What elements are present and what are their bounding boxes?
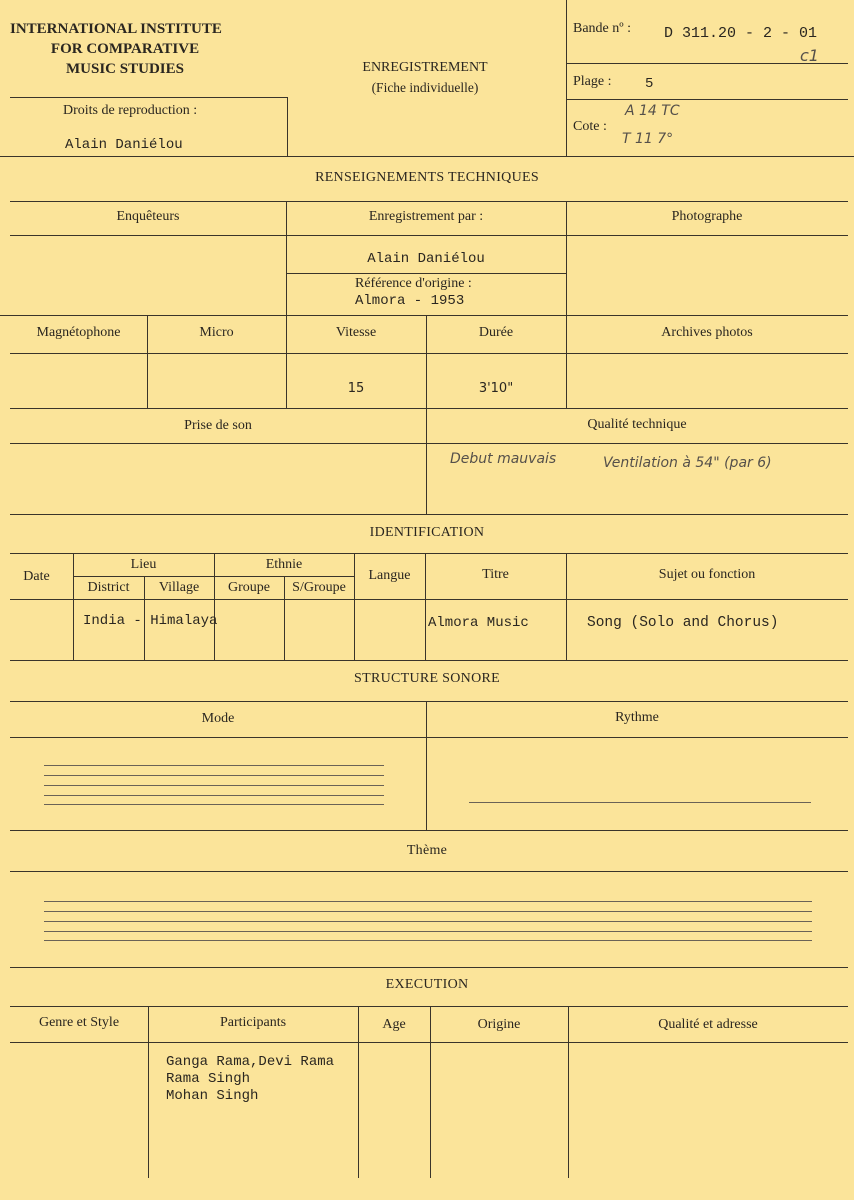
prise-de-son-header: Prise de son — [184, 418, 252, 433]
form-title: ENREGISTREMENT — [362, 60, 488, 75]
district-header: District — [87, 580, 130, 595]
date-header: Date — [23, 569, 50, 584]
vitesse-header: Vitesse — [335, 325, 377, 340]
section-execution: EXECUTION — [385, 977, 469, 992]
plage-label: Plage : — [573, 74, 612, 89]
sujet-value: Song (Solo and Chorus) — [587, 615, 779, 631]
qualite-note-1: Debut mauvais — [450, 451, 557, 467]
bande-note: c1 — [800, 46, 819, 65]
village-header: Village — [158, 580, 200, 595]
participant-1: Ganga Rama,Devi Rama — [166, 1054, 335, 1070]
section-structure: STRUCTURE SONORE — [354, 671, 500, 686]
duree-header: Durée — [478, 325, 514, 340]
duree-value: 3'10" — [478, 381, 514, 396]
theme-header: Thème — [406, 843, 448, 858]
qualite-adresse-header: Qualité et adresse — [658, 1017, 758, 1032]
origine-header: Origine — [477, 1017, 521, 1032]
enqueteurs-header: Enquêteurs — [116, 209, 180, 224]
recorded-by-header: Enregistrement par : — [368, 209, 484, 224]
section-identification: IDENTIFICATION — [369, 525, 485, 540]
section-technical: RENSEIGNEMENTS TECHNIQUES — [315, 170, 539, 185]
participants-header: Participants — [219, 1015, 287, 1030]
sgroupe-header: S/Groupe — [292, 580, 346, 595]
institute-line-2: FOR COMPARATIVE — [50, 41, 200, 57]
qualite-technique-header: Qualité technique — [587, 417, 687, 432]
lieu-header: Lieu — [130, 557, 157, 572]
institute-name — [10, 19, 240, 79]
recorder-value: Alain Daniélou — [367, 251, 485, 267]
photographer-header: Photographe — [671, 209, 743, 224]
participant-list — [166, 1054, 334, 1105]
sujet-header: Sujet ou fonction — [658, 567, 756, 582]
rythme-line — [469, 802, 811, 803]
bande-value: D 311.20 - 2 - 01 — [664, 25, 818, 42]
langue-header: Langue — [368, 568, 411, 583]
district-value: India - Himalaya — [83, 613, 218, 629]
magnetophone-header: Magnétophone — [36, 325, 121, 340]
institute-line-3: MUSIC STUDIES — [66, 61, 184, 77]
bande-label: Bande nº : — [573, 21, 631, 36]
rights-label: Droits de reproduction : — [63, 103, 198, 118]
titre-value: Almora Music — [428, 615, 529, 631]
ethnie-header: Ethnie — [265, 557, 303, 572]
cote-value-2: T 11 7° — [622, 131, 674, 147]
vitesse-value: 15 — [347, 381, 365, 396]
qualite-note-2: Ventilation à 54" (par 6) — [603, 455, 772, 471]
cote-label: Cote : — [573, 119, 607, 134]
rythme-header: Rythme — [615, 710, 659, 725]
plage-value: 5 — [645, 76, 654, 92]
participant-2: Rama Singh — [166, 1071, 251, 1087]
reference-label: Référence d'origine : — [355, 276, 472, 291]
archives-header: Archives photos — [661, 325, 753, 340]
titre-header: Titre — [482, 567, 509, 582]
age-header: Age — [382, 1017, 406, 1032]
groupe-header: Groupe — [228, 580, 270, 595]
reference-value: Almora - 1953 — [355, 293, 465, 309]
micro-header: Micro — [199, 325, 234, 340]
rights-value: Alain Daniélou — [65, 137, 183, 153]
cote-value-1: A 14 TC — [625, 103, 680, 119]
participant-3: Mohan Singh — [166, 1088, 259, 1104]
institute-line-1: INTERNATIONAL INSTITUTE — [10, 21, 222, 37]
form-subtitle: (Fiche individuelle) — [371, 80, 479, 95]
mode-header: Mode — [201, 711, 235, 726]
genre-header: Genre et Style — [38, 1015, 120, 1030]
